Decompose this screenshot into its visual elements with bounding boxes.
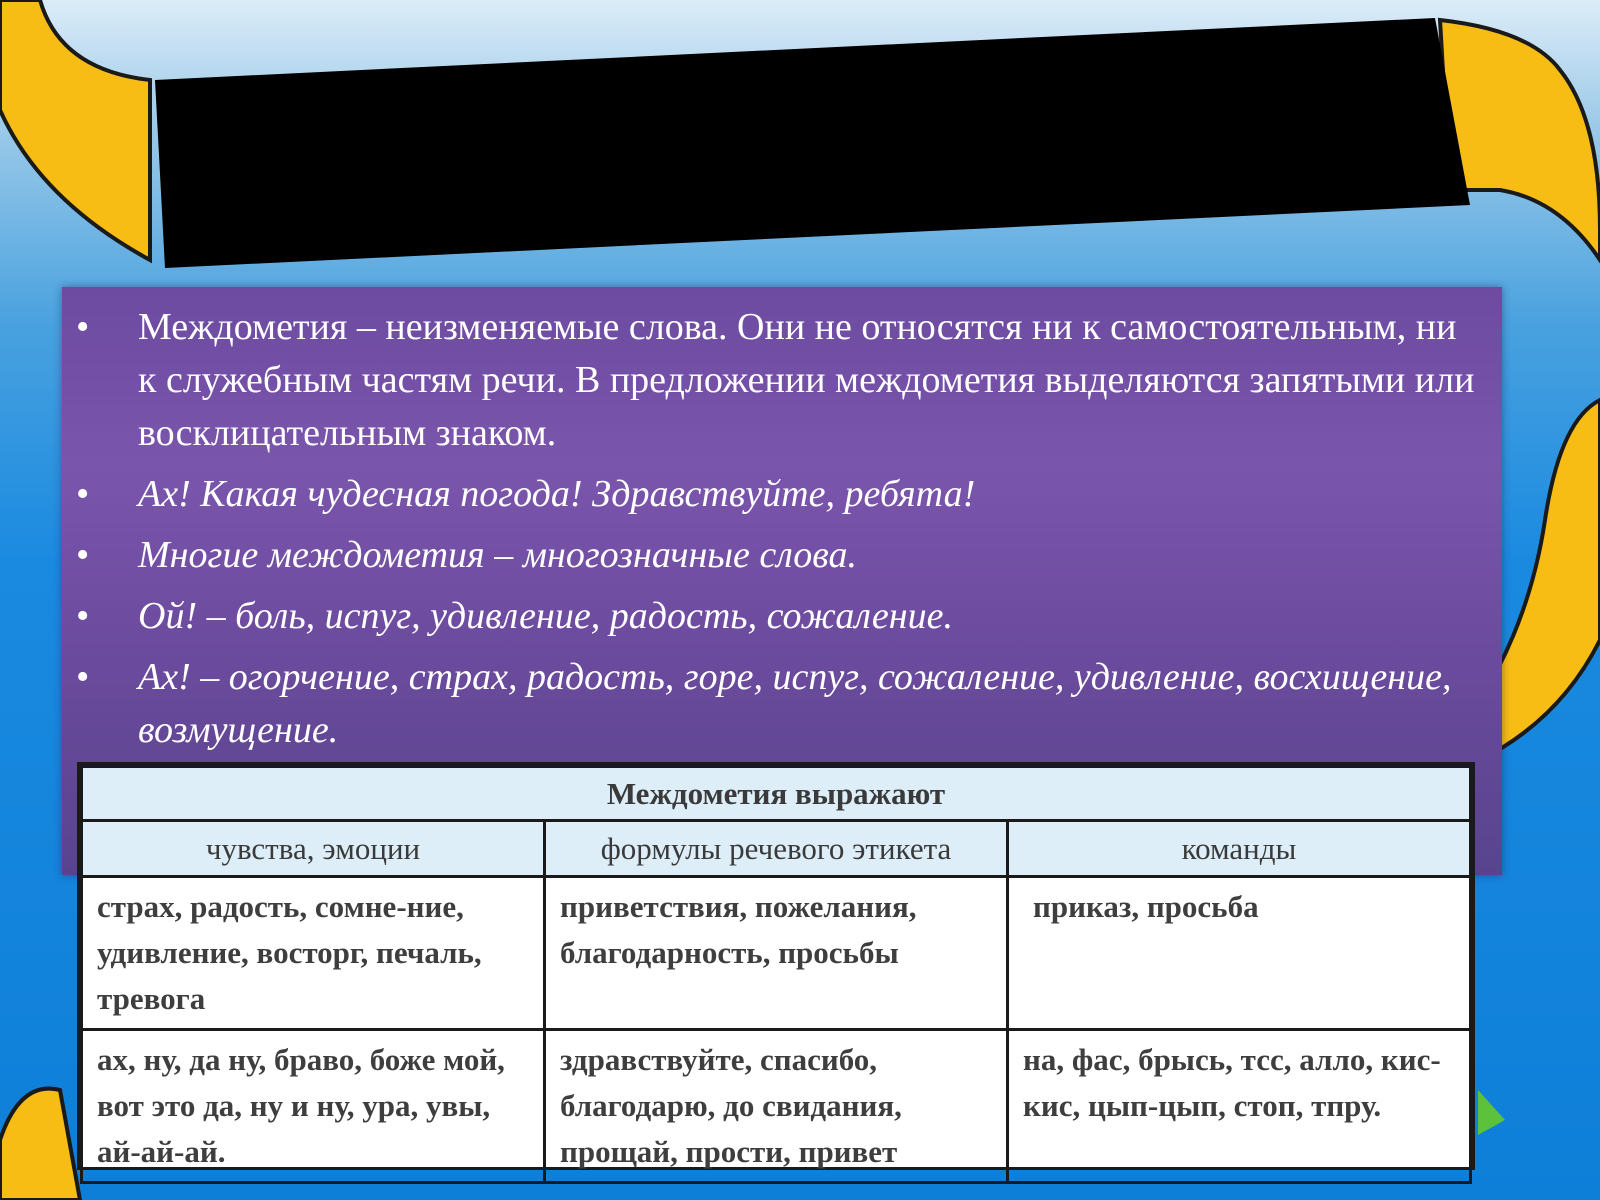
bullet-dot: • — [76, 656, 90, 698]
column-header: формулы речевого этикета — [545, 821, 1008, 877]
table-title: Междометия выражают — [82, 767, 1471, 821]
bullet-list — [62, 287, 1502, 765]
yellow-ribbon-top-right — [1440, 20, 1600, 260]
bullet-dot: • — [76, 306, 90, 348]
table-header-row — [82, 821, 1471, 877]
bullet-text: Ах! – огорчение, страх, радость, горе, испуг, сожаление, удивление, восхищение, возмущение. — [138, 656, 1452, 751]
bullet-item-example — [62, 468, 1482, 521]
table-row — [82, 877, 1471, 1030]
bullet-dot: • — [76, 595, 90, 637]
bullet-dot: • — [76, 473, 90, 515]
table — [80, 765, 1472, 1184]
column-header: команды — [1008, 821, 1471, 877]
green-arrow-shape — [1478, 1090, 1505, 1135]
table-cell: ах, ну, да ну, браво, боже мой, вот это да, ну и ну, ура, увы, ай-ай-ай. — [82, 1030, 545, 1183]
yellow-ribbon-left — [0, 0, 150, 260]
bullet-text: Ой! – боль, испуг, удивление, радость, сожаление. — [138, 595, 953, 637]
table-cell: здравствуйте, спасибо, благодарю, до свидания, прощай, прости, привет — [545, 1030, 1008, 1183]
table-row — [82, 1030, 1471, 1183]
yellow-ribbon-bottom-left — [0, 1089, 80, 1200]
bullet-text: Междометия – неизменяемые слова. Они не относятся ни к самостоятельным, ни к служебным частям речи. В предложении междометия выделяются запятыми или восклицательным знаком. — [138, 306, 1475, 454]
bullet-item-ah — [62, 651, 1482, 757]
bullet-dot: • — [76, 534, 90, 576]
table-cell: приказ, просьба — [1008, 877, 1471, 1030]
bullet-text: Многие междометия – многозначные слова. — [138, 534, 858, 576]
table-cell: приветствия, пожелания, благодарность, просьбы — [545, 877, 1008, 1030]
table-title-row — [82, 767, 1471, 821]
title-bar — [155, 18, 1470, 268]
bullet-text: Ах! Какая чудесная погода! Здравствуйте, ребята! — [138, 473, 976, 515]
bullet-item-polysemy — [62, 529, 1482, 582]
bullet-item-definition — [62, 301, 1482, 460]
table-cell: страх, радость, сомне-ние, удивление, восторг, печаль, тревога — [82, 877, 545, 1030]
table-cell: на, фас, брысь, тсс, алло, кис-кис, цып-цып, стоп, тпру. — [1008, 1030, 1471, 1183]
interjections-table — [77, 762, 1475, 1170]
bullet-item-oy — [62, 590, 1482, 643]
column-header: чувства, эмоции — [82, 821, 545, 877]
